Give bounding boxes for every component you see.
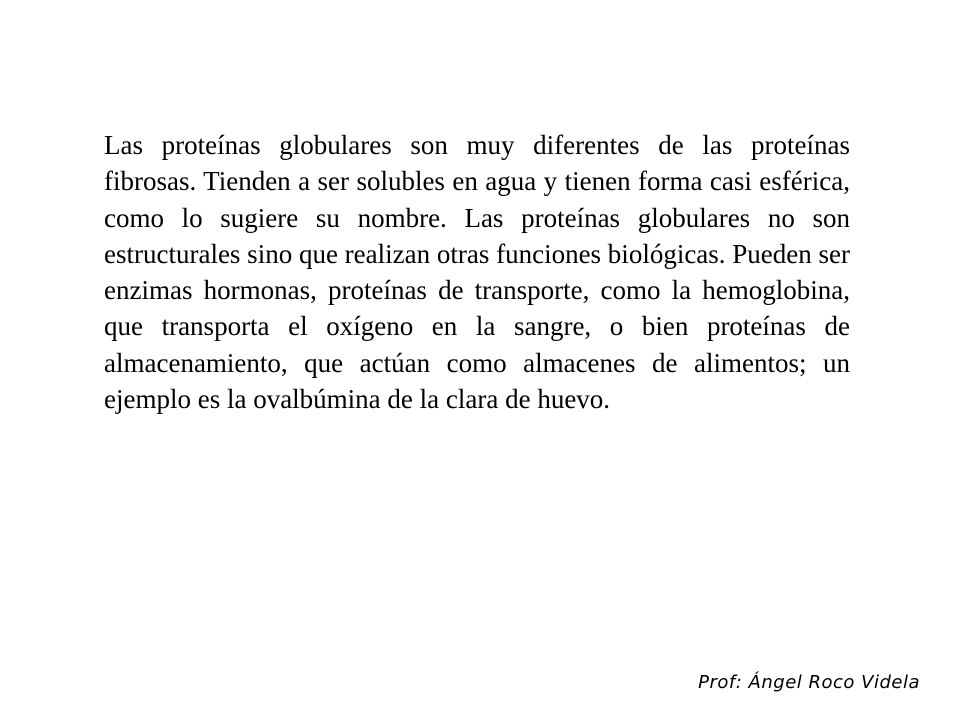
author-signature: Prof: Ángel Roco Videla [698,672,920,693]
body-paragraph: Las proteínas globulares son muy diferentes de las proteínas fibrosas. Tienden a ser solubles en agua y tienen forma casi esférica, como lo sugiere su nombre. Las proteínas globulares no son estructurales sino que realizan otras funciones biológicas. Pueden ser enzimas hormonas, proteínas de transporte, como la hemoglobina, que transporta el oxígeno en la sangre, o bien proteínas de almacenamiento, que actúan como almacenes de alimentos; un ejemplo es la ovalbúmina de la clara de huevo. [104,130,851,415]
